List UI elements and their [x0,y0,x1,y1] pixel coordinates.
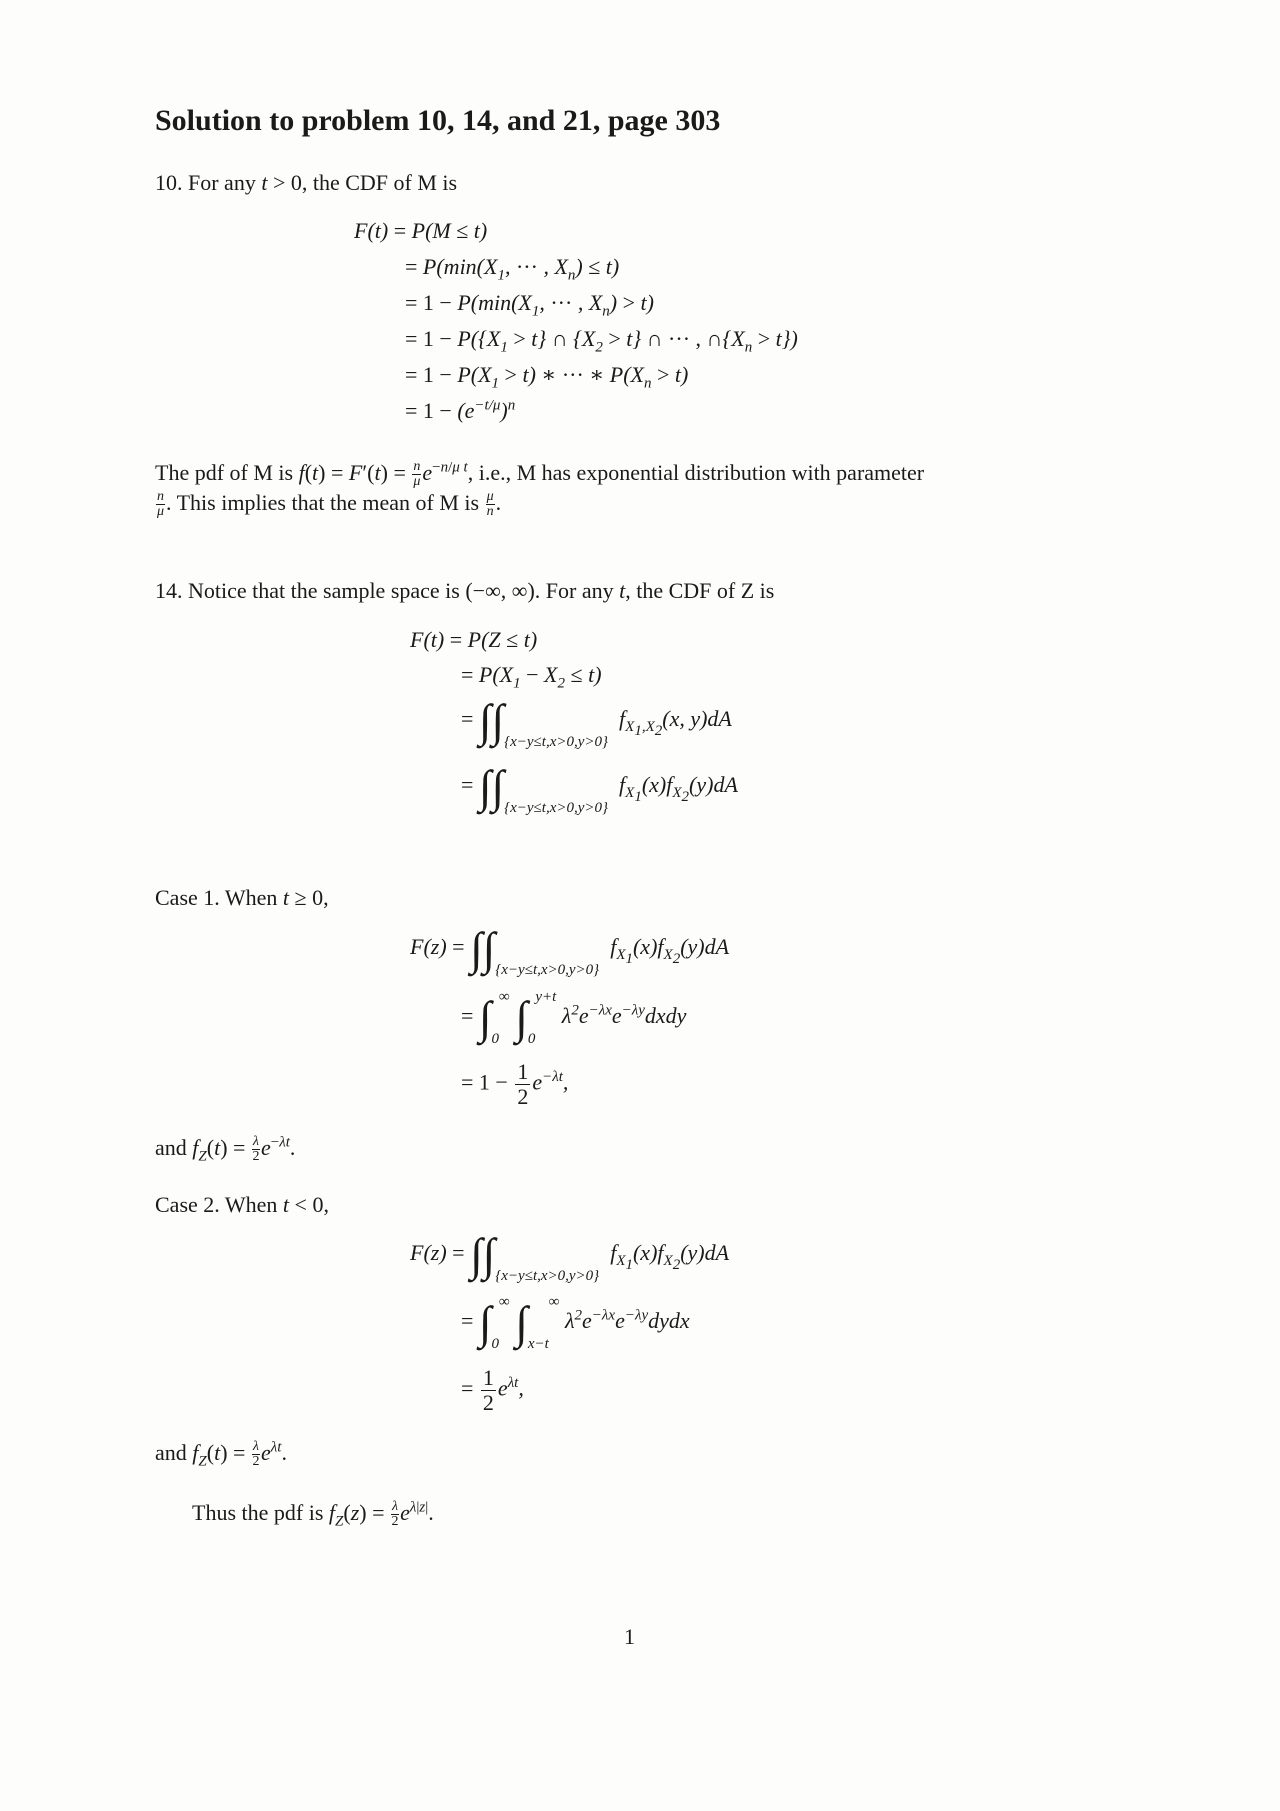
page-number: 1 [624,1624,635,1649]
case1-eq-line-2: = $\int_0^\infty$ $\int_0^{y+t}$ $\lambda^2e^{-\lambda x}e^{-\lambda y}dxdy$ [461,989,687,1048]
case2-eq-line-2: = $\int_0^\infty$ $\int_{x-t}^\infty$ $\lambda^2e^{-\lambda x}e^{-\lambda y}dydx$ [461,1294,690,1353]
page-title: Solution to problem 10, 14, and 21, page 303 [155,104,721,137]
p10-eq-line-5: = $1 - P(X_1 > t)$ ∗ ··· ∗ $P(X_n > t)$ [405,362,689,392]
case-2-pdf: and $f_Z(t)$ = $\frac{\lambda}{2}$ $e^{\lambda t}$. [155,1439,287,1470]
case1-eq-line-1: $F(z) = \int\int_{\{x-y\le t,x>0,y>0\}}$ $f_{X_1}(x)f_{X_2}(y)dA$ [410,923,730,979]
p14-eq-line-1: F(t) = P(Z ≤ t) [410,627,538,652]
p10-eq-line-1: F(t) = P(M ≤ t) [354,218,488,243]
case-1-label: Case 1. When t ≥ 0, [155,885,329,910]
p14-eq-line-3: = $\int\int_{\{x-y\le t,x>0,y>0\}}$ $f_{X_1,X_2}(x$, y)dA [461,695,732,751]
p10-eq-line-2: = $P(\min(X_1$, ··· , $X_n) \le t$) [405,254,620,284]
p14-eq-line-2: = $P(X_1 - X_2 \le t)$ [461,662,602,692]
case-1-pdf: and $f_Z(t)$ = $\frac{\lambda}{2}$ $e^{-\lambda t}$. [155,1134,296,1165]
problem-10-intro: 10. For any t > 0, the CDF of M is [155,170,458,195]
case2-eq-line-1: $F(z) = \int\int_{\{x-y\le t,x>0,y>0\}}$ $f_{X_1}(x)f_{X_2}(y)dA$ [410,1229,730,1285]
problem-14-intro: 14. Notice that the sample space is (−∞, ∞). For any t, the CDF of Z is [155,578,775,603]
p10-eq-line-6: = $1 - (e^{-t/\mu})^n$ [405,397,516,423]
final-pdf-statement: Thus the pdf is $f_Z(z)$ = $\frac{\lambda}{2}$ $e^{\lambda|z|}$. [192,1499,434,1530]
p10-eq-line-3: = $1 - P(\min(X_1$, ··· , $X_n) > t$) [405,290,654,320]
p14-eq-line-4: = $\int\int_{\{x-y\le t,x>0,y>0\}}$ $f_{X_1}(x)f_{X_2}(y)dA$ [461,761,738,817]
p10-conclusion-line-2: $\frac{n}{\mu}$ . This implies that the mean of M is $\frac{\mu}{n}$ . [156,489,502,520]
case1-eq-line-3: = 1 − $\frac{1}{2}$ $e^{-\lambda t}$, [461,1059,569,1109]
case2-eq-line-3: = $\frac{1}{2}$ $e^{\lambda t}$, [461,1365,524,1415]
p10-eq-line-4: = $1 - P(\{X_1 > t\}$ ∩ $\{X_2 > t\}$ ∩ ··· , $\cap\{X_n > t\}$) [405,326,798,356]
p10-conclusion-line-1: The pdf of M is f(t) = F′(t) = $\frac{n}{\mu}$ $e^{-n/\mu t}$, i.e., M has exponential distribution with parameter [155,459,925,490]
case-2-label: Case 2. When t < 0, [155,1192,329,1217]
